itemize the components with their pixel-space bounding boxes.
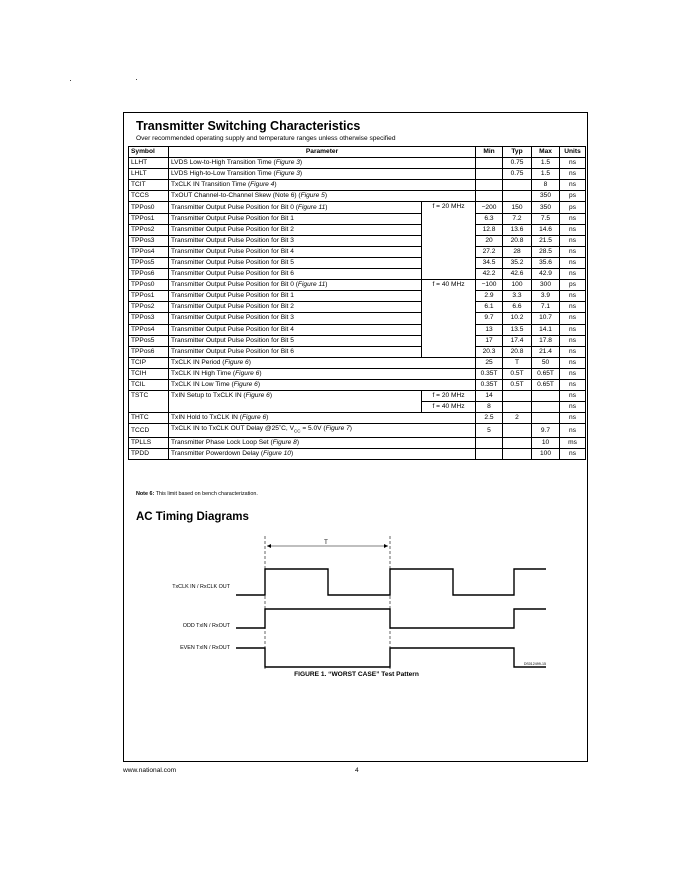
cell-symbol: TCIH xyxy=(129,368,169,379)
cell-min: 5 xyxy=(476,424,503,437)
figure-reference[interactable]: Figure 10 xyxy=(263,449,291,457)
cell-condition: f = 20 MHz xyxy=(422,391,476,402)
cell-parameter xyxy=(169,291,422,302)
cell-max: 21.4 xyxy=(532,346,560,357)
cell-min: 17 xyxy=(476,335,503,346)
cell-typ: 0.75 xyxy=(503,158,532,169)
cell-max: 0.65T xyxy=(532,368,560,379)
cell-max: 1.5 xyxy=(532,169,560,180)
cell-min: 0.35T xyxy=(476,368,503,379)
cell-max: 35.6 xyxy=(532,257,560,268)
param-text: TxCLK IN to TxCLK OUT Delay @25˚C, V xyxy=(171,425,294,433)
cell-min: 0.35T xyxy=(476,379,503,390)
cell-units: ns xyxy=(560,180,586,191)
cell-max: 14.6 xyxy=(532,224,560,235)
cell-parameter xyxy=(169,180,476,191)
cell-typ: 100 xyxy=(503,280,532,291)
cell-parameter xyxy=(169,346,422,357)
figure-reference[interactable]: Figure 6 xyxy=(233,381,258,389)
figure-reference[interactable]: Figure 8 xyxy=(272,438,297,446)
cell-symbol: TPPos2 xyxy=(129,302,169,313)
cell-units: ns xyxy=(560,335,586,346)
cell-symbol: TPDD xyxy=(129,448,169,459)
even-waveform xyxy=(236,648,546,667)
table-row xyxy=(129,291,586,302)
param-text: Transmitter Output Pulse Position for Bit 1 xyxy=(171,214,294,222)
period-label: T xyxy=(324,540,328,546)
cell-symbol: TPPos3 xyxy=(129,235,169,246)
cell-units: ns xyxy=(560,169,586,180)
cell-parameter xyxy=(169,235,422,246)
cell-units: ns xyxy=(560,246,586,257)
cell-min: 20.3 xyxy=(476,346,503,357)
table-row xyxy=(129,413,586,424)
param-text-end: ) xyxy=(299,159,303,167)
header-max: Max xyxy=(532,147,560,158)
note-6 xyxy=(136,491,258,497)
cell-condition: f = 20 MHz xyxy=(422,202,476,280)
cell-parameter xyxy=(169,158,476,169)
table-row xyxy=(129,269,586,280)
param-text-mid: = 5.0V ( xyxy=(300,425,326,433)
cell-typ: 28 xyxy=(503,246,532,257)
cell-typ: 150 xyxy=(503,202,532,213)
cell-units: ns xyxy=(560,158,586,169)
cell-symbol: TCIL xyxy=(129,379,169,390)
cell-min xyxy=(476,448,503,459)
cell-typ: T xyxy=(503,357,532,368)
cell-units: ms xyxy=(560,437,586,448)
param-text-end: ) xyxy=(248,358,251,366)
param-text-end: ) xyxy=(296,438,300,446)
figure-reference[interactable]: Figure 7 xyxy=(325,425,350,433)
param-text-end: ) xyxy=(290,449,294,457)
cell-symbol: TPPos4 xyxy=(129,246,169,257)
cell-condition: f = 40 MHz xyxy=(422,402,476,413)
switching-characteristics-table xyxy=(128,146,586,460)
signal-label-even: EVEN TxIN / RxOUT xyxy=(180,645,230,651)
figure-reference[interactable]: Figure 4 xyxy=(250,181,275,189)
cell-units: ns xyxy=(560,346,586,357)
signal-label-odd: ODD TxIN / RxOUT xyxy=(182,623,230,629)
table-row xyxy=(129,346,586,357)
cell-symbol: TPPos1 xyxy=(129,213,169,224)
cell-units: ns xyxy=(560,235,586,246)
cell-parameter xyxy=(169,357,476,368)
cell-units: ns xyxy=(560,302,586,313)
cell-min: 12.8 xyxy=(476,224,503,235)
cell-parameter xyxy=(169,413,476,424)
cell-units: ns xyxy=(560,224,586,235)
cell-min: 20 xyxy=(476,235,503,246)
cell-symbol: TPPos3 xyxy=(129,313,169,324)
param-text-end: ) xyxy=(325,281,328,289)
cell-parameter xyxy=(169,448,476,459)
cell-typ: 13.6 xyxy=(503,224,532,235)
param-text: Transmitter Output Pulse Position for Bit 4 xyxy=(171,325,294,333)
table-row xyxy=(129,280,586,291)
param-text-end: ) xyxy=(349,425,352,433)
cell-units: ns xyxy=(560,448,586,459)
figure-reference[interactable]: Figure 11 xyxy=(297,203,326,211)
cell-typ: 6.6 xyxy=(503,302,532,313)
table-row xyxy=(129,191,586,202)
cell-parameter xyxy=(169,368,476,379)
cell-min xyxy=(476,191,503,202)
figure-reference[interactable]: Figure 3 xyxy=(275,170,300,178)
cell-symbol: TPPos1 xyxy=(129,291,169,302)
table-row xyxy=(129,368,586,379)
figure-reference[interactable]: Figure 6 xyxy=(241,414,267,422)
param-text: Transmitter Output Pulse Position for Bit 2 xyxy=(171,303,294,311)
cell-typ: 2 xyxy=(503,413,532,424)
table-row xyxy=(129,158,586,169)
cell-symbol: TPPos0 xyxy=(129,280,169,291)
cell-min: 8 xyxy=(476,402,503,413)
param-text: TxCLK IN Low Time ( xyxy=(171,381,234,389)
cell-max xyxy=(532,391,560,402)
header-units: Units xyxy=(560,147,586,158)
cell-symbol: TPLLS xyxy=(129,437,169,448)
cell-min: 6.1 xyxy=(476,302,503,313)
table-row xyxy=(129,180,586,191)
param-text: Transmitter Output Pulse Position for Bit 0 ( xyxy=(171,203,298,211)
cell-min: −100 xyxy=(476,280,503,291)
figure-reference[interactable]: Figure 6 xyxy=(245,392,270,400)
cell-max: 17.8 xyxy=(532,335,560,346)
param-subscript: CC xyxy=(293,428,301,434)
param-text: TxCLK IN High Time ( xyxy=(171,369,236,377)
cell-typ: 35.2 xyxy=(503,257,532,268)
cell-max: 42.9 xyxy=(532,269,560,280)
table-row xyxy=(129,324,586,335)
cell-parameter xyxy=(169,379,476,390)
cell-typ: 0.5T xyxy=(503,368,532,379)
cell-max: 300 xyxy=(532,280,560,291)
param-text: Transmitter Output Pulse Position for Bit 2 xyxy=(171,225,294,233)
figure-reference[interactable]: Figure 11 xyxy=(297,281,326,289)
cell-typ: 0.75 xyxy=(503,169,532,180)
cell-min: 2.9 xyxy=(476,291,503,302)
cell-max: 50 xyxy=(532,357,560,368)
param-text-end: ) xyxy=(257,381,261,389)
cell-parameter xyxy=(169,424,476,437)
cell-min: −200 xyxy=(476,202,503,213)
cell-typ: 42.6 xyxy=(503,269,532,280)
cell-min: 34.5 xyxy=(476,257,503,268)
cell-units: ns xyxy=(560,368,586,379)
param-text-end: ) xyxy=(324,192,328,200)
figure-reference[interactable]: Figure 5 xyxy=(300,192,325,200)
param-text-end: ) xyxy=(274,181,277,189)
cell-symbol: TCCD xyxy=(129,424,169,437)
param-text: Transmitter Output Pulse Position for Bit 3 xyxy=(171,314,294,322)
param-text: Transmitter Output Pulse Position for Bit 6 xyxy=(171,270,294,278)
cell-parameter xyxy=(169,213,422,224)
cell-min xyxy=(476,437,503,448)
cell-units: ns xyxy=(560,402,586,413)
cell-symbol: LLHT xyxy=(129,158,169,169)
cell-min: 25 xyxy=(476,357,503,368)
table-row xyxy=(129,313,586,324)
cell-min: 6.3 xyxy=(476,213,503,224)
cell-symbol: LHLT xyxy=(129,169,169,180)
cell-parameter xyxy=(169,437,476,448)
cell-typ xyxy=(503,437,532,448)
cell-parameter xyxy=(169,257,422,268)
cell-units: ns xyxy=(560,357,586,368)
cell-typ xyxy=(503,402,532,413)
cell-min: 27.2 xyxy=(476,246,503,257)
cell-parameter xyxy=(169,302,422,313)
note-text: This limit based on bench characterization. xyxy=(155,491,258,497)
signal-label-clk: TxCLK IN / RxCLK OUT xyxy=(172,584,230,590)
param-text: LVDS High-to-Low Transition Time ( xyxy=(171,170,276,178)
cell-parameter xyxy=(169,313,422,324)
param-text: Transmitter Output Pulse Position for Bit 5 xyxy=(171,258,294,266)
timing-diagram xyxy=(164,533,554,673)
cell-max: 350 xyxy=(532,191,560,202)
param-text: TxIN Hold to TxCLK IN ( xyxy=(171,414,242,422)
header-typ: Typ xyxy=(503,147,532,158)
footer-website[interactable]: www.national.com xyxy=(123,767,177,774)
cell-min: 14 xyxy=(476,391,503,402)
table-row xyxy=(129,424,586,437)
figure-reference[interactable]: Figure 6 xyxy=(224,358,249,366)
cell-units: ns xyxy=(560,269,586,280)
cell-symbol: TPPos5 xyxy=(129,335,169,346)
param-text: Transmitter Output Pulse Position for Bit 6 xyxy=(171,347,294,355)
cell-symbol: TPPos6 xyxy=(129,269,169,280)
cell-parameter xyxy=(169,391,422,413)
speck xyxy=(70,80,71,81)
figure-id: DS012499-15 xyxy=(523,662,546,666)
cell-symbol: TCIT xyxy=(129,180,169,191)
table-body xyxy=(129,158,586,460)
param-text: LVDS Low-to-High Transition Time ( xyxy=(171,159,276,167)
param-text-end: ) xyxy=(325,203,328,211)
cell-units: ns xyxy=(560,313,586,324)
cell-symbol: THTC xyxy=(129,413,169,424)
cell-max: 3.9 xyxy=(532,291,560,302)
header-symbol: Symbol xyxy=(129,147,169,158)
table-row xyxy=(129,224,586,235)
cell-max: 1.5 xyxy=(532,158,560,169)
cell-units: ps xyxy=(560,280,586,291)
speck xyxy=(136,79,137,80)
cell-parameter xyxy=(169,269,422,280)
cell-typ: 17.4 xyxy=(503,335,532,346)
header-min: Min xyxy=(476,147,503,158)
cell-max: 28.5 xyxy=(532,246,560,257)
cell-max: 21.5 xyxy=(532,235,560,246)
cell-min: 13 xyxy=(476,324,503,335)
cell-typ xyxy=(503,191,532,202)
cell-min xyxy=(476,180,503,191)
cell-units: ps xyxy=(560,202,586,213)
cell-parameter xyxy=(169,191,476,202)
cell-typ xyxy=(503,448,532,459)
param-text-end: ) xyxy=(269,392,273,400)
table-row xyxy=(129,246,586,257)
clk-waveform xyxy=(236,569,546,595)
param-text: Transmitter Output Pulse Position for Bit 0 ( xyxy=(171,281,298,289)
cell-typ xyxy=(503,391,532,402)
figure-caption: FIGURE 1. “WORST CASE” Test Pattern xyxy=(294,671,419,678)
table-row xyxy=(129,202,586,213)
param-text: TxCLK IN Transition Time ( xyxy=(171,181,251,189)
param-text: Transmitter Powerdown Delay ( xyxy=(171,449,264,457)
cell-max: 9.7 xyxy=(532,424,560,437)
table-row xyxy=(129,379,586,390)
table-row xyxy=(129,257,586,268)
cell-max xyxy=(532,413,560,424)
cell-min xyxy=(476,158,503,169)
param-text: TxCLK IN Period ( xyxy=(171,358,225,366)
cell-symbol: TSTC xyxy=(129,391,169,413)
cell-units: ns xyxy=(560,291,586,302)
cell-units: ns xyxy=(560,413,586,424)
cell-min xyxy=(476,169,503,180)
cell-symbol: TPPos5 xyxy=(129,257,169,268)
figure-reference[interactable]: Figure 3 xyxy=(275,159,300,167)
param-text: Transmitter Output Pulse Position for Bit 5 xyxy=(171,336,294,344)
cell-units: ns xyxy=(560,391,586,402)
cell-max: 100 xyxy=(532,448,560,459)
param-text-end: ) xyxy=(259,369,262,377)
cell-min: 2.5 xyxy=(476,413,503,424)
cell-symbol: TPPos0 xyxy=(129,202,169,213)
table-row xyxy=(129,391,586,402)
cell-typ: 13.5 xyxy=(503,324,532,335)
cell-typ xyxy=(503,180,532,191)
param-text: Transmitter Phase Lock Loop Set ( xyxy=(171,438,273,446)
section-title: Transmitter Switching Characteristics xyxy=(136,119,361,133)
cell-max: 14.1 xyxy=(532,324,560,335)
cell-min: 42.2 xyxy=(476,269,503,280)
cell-max: 350 xyxy=(532,202,560,213)
cell-parameter xyxy=(169,280,422,291)
cell-min: 9.7 xyxy=(476,313,503,324)
section-subtitle: Over recommended operating supply and temperature ranges unless otherwise specified xyxy=(136,135,396,142)
cell-condition: f = 40 MHz xyxy=(422,280,476,358)
cell-units: ns xyxy=(560,324,586,335)
table-row xyxy=(129,335,586,346)
cell-typ: 20.8 xyxy=(503,346,532,357)
table-row xyxy=(129,169,586,180)
cell-symbol: TPPos6 xyxy=(129,346,169,357)
cell-symbol: TPPos4 xyxy=(129,324,169,335)
param-text-end: ) xyxy=(266,414,269,422)
table-row xyxy=(129,302,586,313)
cell-units: ps xyxy=(560,191,586,202)
param-text: TxIN Setup to TxCLK IN ( xyxy=(171,392,246,400)
table-row xyxy=(129,437,586,448)
cell-typ: 0.5T xyxy=(503,379,532,390)
cell-parameter xyxy=(169,202,422,213)
cell-typ xyxy=(503,424,532,437)
cell-parameter xyxy=(169,224,422,235)
cell-max: 10 xyxy=(532,437,560,448)
cell-max xyxy=(532,402,560,413)
cell-parameter xyxy=(169,335,422,346)
param-text: Transmitter Output Pulse Position for Bit 1 xyxy=(171,292,294,300)
cell-max: 7.1 xyxy=(532,302,560,313)
cell-units: ns xyxy=(560,379,586,390)
cell-parameter xyxy=(169,169,476,180)
table-row xyxy=(129,213,586,224)
cell-max: 8 xyxy=(532,180,560,191)
header-parameter: Parameter xyxy=(169,147,476,158)
param-text: Transmitter Output Pulse Position for Bit 4 xyxy=(171,247,294,255)
cell-parameter xyxy=(169,246,422,257)
cell-typ: 10.2 xyxy=(503,313,532,324)
figure-reference[interactable]: Figure 6 xyxy=(235,369,260,377)
cell-symbol: TCCS xyxy=(129,191,169,202)
table-row xyxy=(129,448,586,459)
cell-typ: 20.8 xyxy=(503,235,532,246)
cell-typ: 7.2 xyxy=(503,213,532,224)
cell-max: 0.65T xyxy=(532,379,560,390)
cell-units: ns xyxy=(560,213,586,224)
param-text: Transmitter Output Pulse Position for Bit 3 xyxy=(171,236,294,244)
cell-parameter xyxy=(169,324,422,335)
cell-symbol: TPPos2 xyxy=(129,224,169,235)
cell-symbol: TCIP xyxy=(129,357,169,368)
document-frame xyxy=(123,112,588,762)
cell-units: ns xyxy=(560,257,586,268)
cell-max: 10.7 xyxy=(532,313,560,324)
cell-units: ns xyxy=(560,424,586,437)
param-text-end: ) xyxy=(299,170,303,178)
table-row xyxy=(129,235,586,246)
table-header-row xyxy=(129,147,586,158)
param-text: TxOUT Channel-to-Channel Skew (Note 6) ( xyxy=(171,192,301,200)
page-number: 4 xyxy=(355,767,359,774)
note-label: Note 6: xyxy=(136,491,155,497)
odd-waveform xyxy=(236,609,546,628)
cell-typ: 3.3 xyxy=(503,291,532,302)
table-row xyxy=(129,357,586,368)
cell-max: 7.5 xyxy=(532,213,560,224)
diagram-heading: AC Timing Diagrams xyxy=(136,511,249,523)
